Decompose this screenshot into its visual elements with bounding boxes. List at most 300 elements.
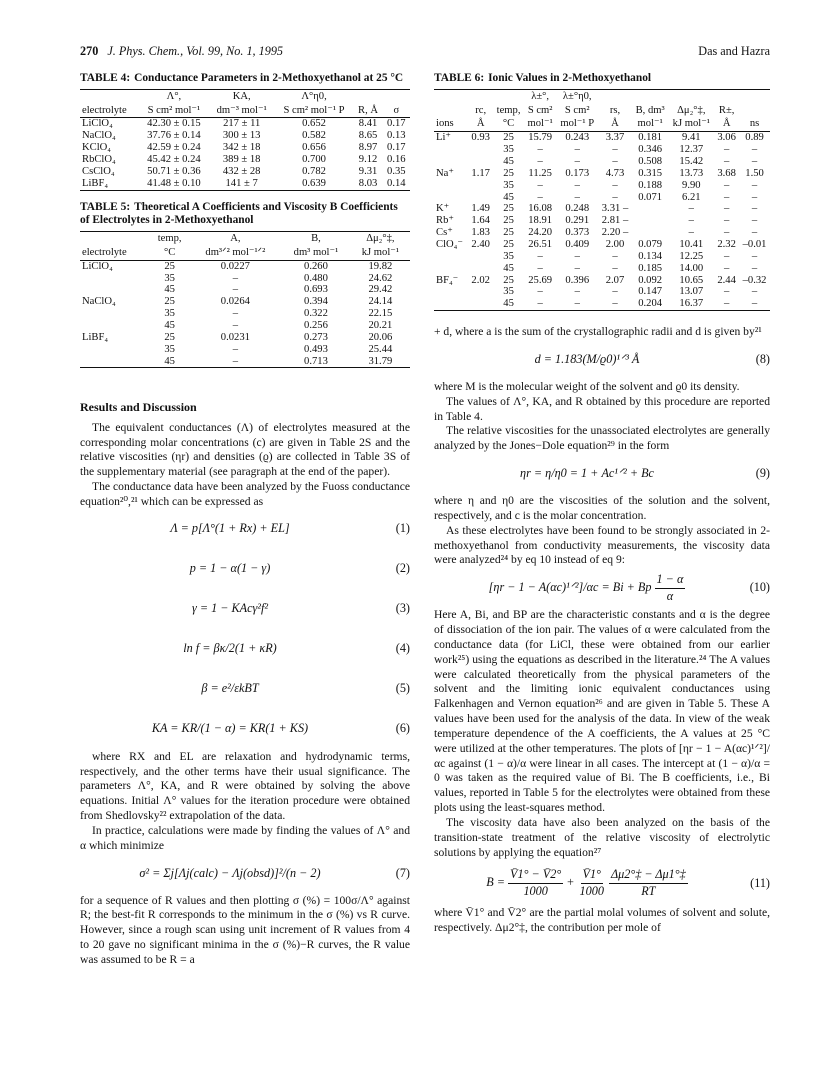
table-cell: – <box>751 144 758 156</box>
table-cell: – <box>723 179 730 191</box>
table-cell: 2.07 <box>605 274 625 286</box>
table-header-cell: R, Å <box>354 104 383 118</box>
table-cell: 45 <box>164 319 175 331</box>
table-row <box>80 356 410 368</box>
paragraph: for a sequence of R values and then plotting σ (%) = 100σ/Λ° against R; the best-fit R corresponds to the minimum in the σ (%) vs R curve. However, since a rough scan using unit increment of R values from 4 to 20 gave no significant minima in the σ (%)−R curves, the R value was assumed to be R = a <box>80 893 410 966</box>
table-cell: – <box>723 144 730 156</box>
table-cell: – <box>688 227 694 239</box>
table-cell: 0.373 <box>565 227 590 239</box>
table-cell: BF₄⁻ <box>436 274 459 286</box>
table-cell <box>468 192 493 204</box>
table-cell: 14.00 <box>679 262 704 274</box>
table-cell: 0.582 <box>302 130 326 142</box>
table-cell: 25 <box>164 260 175 272</box>
page-number: 270 <box>80 44 99 58</box>
table-cell: 0.071 <box>638 191 663 203</box>
table-cell: 0.248 <box>565 203 590 215</box>
paragraph: Here A, Bi, and BP are the characteristic constants and α is the degree of dissociation of the ion pair. The values of α were calculated from the conductance data (for LiCl, these were obtained from our earlier work²⁵) using the equations as described in the literature.²⁴ The A values were calculated theoretically from the physical parameters of the solvent and the limiting ionic equivalent conductances using Falkenhagen and Vernon equation²⁶ and are given in Table 5. These A values have been used for the analysis of the data. In view of the weak temperature dependence of the A coefficients, the A values at 25 °C were utilized at the other temperatures. The plots of [ηr − 1 − A(αc)¹ᐟ²]/αc against (1 − α)/α were linear in all cases. The intercept at (1 − α)/α = 0 was taken as the required value of Bi. The B coefficients, i.e., Bi values, reported in Table 5 for the electrolytes were obtained from these plots using the least-squares method. <box>434 608 770 815</box>
table-cell: – <box>751 286 758 298</box>
table-cell: – <box>751 250 758 262</box>
equation-5: β = e²/εkBT (5) <box>201 680 410 695</box>
table-row <box>434 132 770 144</box>
table-cell: 0.260 <box>304 260 328 272</box>
table-cell: 1.50 <box>745 167 764 179</box>
table-cell: 0.396 <box>565 274 590 286</box>
table-cell: – <box>723 250 730 262</box>
equation-3: γ = 1 − KAcγ²f² (3) <box>191 600 410 615</box>
paragraph: The conductance data have been analyzed by the Fuoss conductance equation²⁰,²¹ which can be expressed as <box>80 480 410 508</box>
table-cell: 0.173 <box>565 167 590 179</box>
table-cell: – <box>723 215 730 227</box>
table-header-cell: electrolyte <box>80 104 139 118</box>
table-cell: 9.12 <box>358 153 378 165</box>
table-cell: –0.32 <box>742 274 767 286</box>
table-cell: 0.092 <box>638 274 663 286</box>
table-cell: 15.79 <box>528 132 553 144</box>
table-cell <box>468 251 493 263</box>
table-header-cell: electrolyte <box>80 246 150 260</box>
table-row <box>80 296 410 308</box>
table-header-cell: R±, <box>718 104 735 116</box>
table-header-cell: S cm² mol⁻¹ P <box>275 104 354 118</box>
running-authors: Das and Hazra <box>698 44 770 58</box>
table-cell: 0.17 <box>387 118 406 130</box>
equation-8: d = 1.183(M/ϱ0)¹ᐟ³ Å (8) <box>534 352 770 367</box>
table-cell: 8.97 <box>358 142 378 154</box>
paragraph: In practice, calculations were made by finding the values of Λ° and α which minimize <box>80 823 410 852</box>
table-cell: 0.204 <box>632 298 669 310</box>
table-cell: 20.06 <box>368 331 393 343</box>
table4-header <box>80 104 410 118</box>
table5-header <box>80 246 410 260</box>
table-cell: 41.48 ± 0.10 <box>139 178 209 190</box>
table-cell <box>468 156 493 168</box>
table-cell: – <box>232 284 239 296</box>
table-row <box>80 284 410 296</box>
table-cell: 2.00 <box>605 239 625 250</box>
paragraph: where M is the molecular weight of the solvent and ϱ0 its density. <box>434 379 740 393</box>
table-cell: 0.346 <box>638 144 663 156</box>
table-cell: 342 ± 18 <box>222 142 261 154</box>
table-cell <box>80 344 150 356</box>
table-cell: 37.76 ± 0.14 <box>147 130 201 142</box>
table-cell: – <box>537 179 543 191</box>
table-cell: 0.181 <box>638 132 663 144</box>
table-cell: LiBF₄ <box>82 331 109 343</box>
table-cell: 300 ± 13 <box>222 130 261 142</box>
table-cell: 24.20 <box>528 227 553 239</box>
table-cell: 45 <box>164 284 175 296</box>
table-cell: 2.44 <box>717 274 736 286</box>
equation-11: B = $\frac{V̄1^\circ - V̄2^\circ}{1000}$ + $\frac{V̄1^\circ}{1000}$ $\frac{\Delta\mu 2^\circ\ddagger - \Delta\mu 1^\circ\ddagger}{RT}$ (11) <box>486 867 770 898</box>
table-cell: 0.147 <box>638 286 663 298</box>
table-cell: 1.17 <box>471 167 490 179</box>
table-cell: 9.90 <box>682 179 701 191</box>
table-cell <box>468 286 493 298</box>
table-cell <box>80 273 150 285</box>
table-cell: 50.71 ± 0.36 <box>147 165 201 177</box>
table-cell: 35 <box>164 308 175 320</box>
table-header-cell: temp, <box>150 231 190 245</box>
table-cell: 45 <box>493 298 524 310</box>
table-header-cell: Δμ₂°‡, <box>351 231 410 245</box>
table-cell: Li⁺ <box>436 132 452 144</box>
paragraph: where RX and EL are relaxation and hydrodynamic terms, respectively, and the other terms have their usual significance. The parameters Λ°, KA, and R were obtained by solving the above equations. Initial Λ° values for the iteration procedure were obtained from Shedlovsky²² extrapolation of the data. <box>80 749 410 823</box>
table-row <box>434 239 770 251</box>
table-header-cell: Å <box>598 117 632 131</box>
table-cell: LiClO₄ <box>82 118 113 130</box>
table-cell <box>434 298 468 310</box>
table-cell: – <box>190 356 282 368</box>
table-cell: 0.243 <box>565 132 590 144</box>
table-cell <box>434 251 468 263</box>
table-cell: 25 <box>503 215 514 227</box>
table-cell: – <box>612 155 618 167</box>
page-header <box>80 44 770 60</box>
table6-body <box>434 132 770 311</box>
table-cell: 45 <box>503 155 514 167</box>
table-cell: 6.21 <box>682 191 701 203</box>
table-cell: 45 <box>503 262 514 274</box>
table-header-cell <box>632 89 669 103</box>
table-header-cell: dm³ᐟ² mol⁻¹ᐟ² <box>190 246 282 260</box>
table-cell: 0.13 <box>387 130 406 142</box>
table-cell: 25 <box>503 167 514 179</box>
table-cell: 25.44 <box>368 343 393 355</box>
table-header-cell: °C <box>493 117 524 131</box>
table-cell: 45 <box>503 191 514 203</box>
table-header-cell: rs, <box>609 104 621 116</box>
table-cell: 0.315 <box>638 167 663 179</box>
table-cell: 0.134 <box>638 250 663 262</box>
table-cell: 25 <box>503 227 514 239</box>
table-row <box>434 156 770 168</box>
table-cell: – <box>751 179 758 191</box>
table-cell: 9.31 <box>358 165 378 177</box>
table-cell: 12.25 <box>679 250 704 262</box>
table-cell: 25 <box>164 296 175 308</box>
journal-citation: J. Phys. Chem., Vol. 99, No. 1, 1995 <box>107 44 284 58</box>
table-cell: 35 <box>164 343 175 355</box>
table-cell: – <box>574 262 580 274</box>
table-header-cell <box>598 89 632 103</box>
table-header-cell <box>739 89 770 103</box>
table-cell: – <box>751 203 758 215</box>
table-cell: 42.30 ± 0.15 <box>147 118 201 130</box>
table-cell: – <box>574 144 580 156</box>
table-cell: 0.656 <box>302 142 326 154</box>
table-cell: 0.079 <box>638 239 663 250</box>
table-cell <box>468 144 493 156</box>
paragraph: The relative viscosities for the unassociated electrolytes are generally analyzed by the Jones−Dole equation²⁹ in the form <box>434 424 770 453</box>
table-cell: – <box>739 298 770 310</box>
equation-9: ηr = η/η0 = 1 + Ac¹ᐟ² + Bc (9) <box>520 466 770 481</box>
table-header-cell <box>434 89 468 103</box>
equation-7: σ² = Σj[Λj(calc) − Λj(obsd)]²/(n − 2) (7) <box>139 865 410 880</box>
table-cell: – <box>751 262 758 274</box>
table-cell: 25 <box>503 239 514 250</box>
table6-header-mid <box>434 104 770 118</box>
table-cell: 3.06 <box>717 132 736 144</box>
table-cell: 0.16 <box>387 153 406 165</box>
table-cell: 1.64 <box>471 215 490 227</box>
table-cell: ClO₄⁻ <box>436 239 463 250</box>
table-header-cell <box>714 89 739 103</box>
table-cell: – <box>232 272 239 284</box>
table-row <box>80 273 410 285</box>
table-cell: 35 <box>503 286 514 298</box>
table-row <box>80 118 410 130</box>
paragraph: where V̄1° and V̄2° are the partial molal volumes of solvent and solute, respectively. Δμ2°‡, the contribution per mole of <box>434 906 770 935</box>
table-header-cell <box>434 104 468 118</box>
table4-body <box>80 118 410 190</box>
table-cell: 8.41 <box>358 118 378 130</box>
table-row <box>80 142 410 154</box>
table-cell: 0.322 <box>304 308 328 320</box>
table-cell: 0.0264 <box>220 296 250 308</box>
table-cell: RbClO₄ <box>82 153 116 165</box>
table-row <box>80 130 410 142</box>
table-cell: – <box>574 179 580 191</box>
table5-header-top <box>80 231 410 245</box>
table-cell: 25 <box>503 274 514 286</box>
table-cell: Cs⁺ <box>436 227 453 239</box>
table-cell: – <box>574 286 580 298</box>
table-cell: 0.14 <box>383 178 410 190</box>
table-cell: 24.14 <box>368 296 393 308</box>
paragraph: The values of Λ°, KA, and R obtained by this procedure are reported in Table 4. <box>434 394 770 423</box>
table-cell: 0.0231 <box>220 331 250 343</box>
table-row <box>80 166 410 178</box>
table-row <box>434 144 770 156</box>
table-cell: 16.37 <box>668 298 714 310</box>
table-cell: 0.480 <box>304 272 328 284</box>
table-cell: 217 ± 11 <box>223 118 261 130</box>
table-header-cell: ions <box>434 117 468 131</box>
table-cell: – <box>751 155 758 167</box>
table-cell: – <box>232 308 239 320</box>
table-cell: 13.73 <box>679 167 704 179</box>
table-header-cell: Δμ₂°‡, <box>677 104 706 116</box>
table-cell: – <box>751 227 758 239</box>
table-header-cell <box>739 104 770 118</box>
table-header-cell: Λ°η0, <box>275 89 354 103</box>
table-cell: 3.68 <box>717 167 736 179</box>
table-cell: 42.59 ± 0.24 <box>147 142 201 154</box>
table-cell: – <box>723 286 730 298</box>
table-header-cell <box>80 231 150 245</box>
table-header-cell: σ <box>383 104 410 118</box>
table-cell: 0.273 <box>304 331 328 343</box>
section-title: Results and Discussion <box>80 400 197 415</box>
table-cell: 1.49 <box>471 203 490 215</box>
table-row <box>434 168 770 180</box>
table-cell: 19.82 <box>368 260 393 272</box>
table-cell: 10.65 <box>679 274 704 286</box>
paragraph: As these electrolytes have been found to be strongly associated in 2-methoxyethanol from conductivity measurements, the viscosity data were analyzed²⁴ by eq 10 instead of eq 9: <box>434 523 770 567</box>
table5-caption: TABLE 5: Theoretical A Coefficients and Viscosity B Coefficients of Electrolytes in 2-Methoxyethanol <box>80 200 398 227</box>
table-cell: 20.21 <box>368 319 393 331</box>
table-row <box>434 275 770 287</box>
table-cell: 13.07 <box>679 286 704 298</box>
table-cell <box>80 284 150 296</box>
table-cell: – <box>537 191 543 203</box>
table-cell: – <box>537 250 543 262</box>
table-cell: 10.41 <box>679 239 704 250</box>
table-cell: 0.693 <box>304 284 328 296</box>
table-header-cell: ns <box>739 117 770 131</box>
table-cell: 0.639 <box>275 178 354 190</box>
table-cell: 0.35 <box>387 165 406 177</box>
table-cell: – <box>556 298 598 310</box>
table-row <box>80 308 410 320</box>
table-cell: 0.0227 <box>220 260 250 272</box>
table-header-cell <box>668 89 714 103</box>
table-cell: – <box>751 191 758 203</box>
table-row <box>434 215 770 227</box>
table-cell: 3.37 <box>605 132 625 144</box>
table4-header-top <box>80 89 410 103</box>
table-cell: 25 <box>503 203 514 215</box>
table-cell: 4.73 <box>605 167 625 179</box>
table-cell <box>468 180 493 192</box>
table-cell <box>434 286 468 298</box>
table-cell: K⁺ <box>436 203 450 215</box>
table-cell: 15.42 <box>679 155 704 167</box>
table-cell: – <box>688 203 694 215</box>
table-header-cell: KA, <box>209 89 275 103</box>
table-row <box>80 178 410 190</box>
table-cell: – <box>612 144 618 156</box>
table-cell: Na⁺ <box>436 167 454 179</box>
table-cell: 0.713 <box>281 356 351 368</box>
table-cell: 0.394 <box>304 296 328 308</box>
table-cell: 8.03 <box>354 178 383 190</box>
table-cell: 3.31 – <box>601 203 629 215</box>
table-cell: CsClO₄ <box>82 165 115 177</box>
table-cell: 29.42 <box>368 284 393 296</box>
table-row <box>434 180 770 192</box>
table-cell: 2.02 <box>471 274 490 286</box>
table-cell: – <box>537 286 543 298</box>
table-header-cell <box>383 89 410 103</box>
table-cell: – <box>612 191 618 203</box>
table-cell <box>434 156 468 168</box>
table-row <box>434 203 770 215</box>
table-cell: – <box>537 155 543 167</box>
table-cell: 432 ± 28 <box>222 165 261 177</box>
equation-10: [ηr − 1 − A(αc)¹ᐟ²]/αc = Bi + Bp $\frac{1 - \alpha}{\alpha}$ (10) <box>488 572 770 603</box>
table-cell: NaClO₄ <box>82 296 116 308</box>
table-cell: 0.89 <box>745 132 764 144</box>
table-cell: 25 <box>503 132 514 144</box>
table-row <box>434 192 770 204</box>
table-cell <box>434 180 468 192</box>
table6-caption: TABLE 6: Ionic Values in 2-Methoxyethanol <box>434 72 652 84</box>
table-cell: 31.79 <box>351 356 410 368</box>
table-header-cell: dm⁻³ mol⁻¹ <box>209 104 275 118</box>
table-header-cell: rc, <box>475 104 487 116</box>
table-cell: 141 ± 7 <box>209 178 275 190</box>
table-header-cell: λ±°η0, <box>556 89 598 103</box>
table-row <box>80 332 410 344</box>
table4-caption: TABLE 4: Conductance Parameters in 2-Methoxyethanol at 25 °C <box>80 72 404 84</box>
table-row <box>80 154 410 166</box>
table-cell: – <box>524 298 556 310</box>
table-row <box>434 251 770 263</box>
table-header-cell: S cm² mol⁻¹ <box>139 104 209 118</box>
table-cell: 8.65 <box>358 130 378 142</box>
table-header-cell: mol⁻¹ <box>632 117 669 131</box>
table-cell: 2.20 – <box>601 227 629 239</box>
table-cell: – <box>723 203 730 215</box>
right-column <box>434 72 770 936</box>
table-row <box>434 227 770 239</box>
table-header-cell: S cm² <box>527 104 553 116</box>
table-cell: 0.782 <box>302 165 326 177</box>
table-header-cell: Å <box>468 117 493 131</box>
table-cell: 35 <box>503 250 514 262</box>
table-cell: – <box>723 155 730 167</box>
table-cell: – <box>723 227 730 239</box>
table-cell: LiBF₄ <box>80 178 139 190</box>
table-cell <box>434 144 468 156</box>
table-cell: – <box>714 298 739 310</box>
table-cell: –0.01 <box>742 239 767 250</box>
table-cell <box>80 320 150 332</box>
table-cell: 2.81 – <box>601 215 629 227</box>
table-row <box>434 298 770 310</box>
table-cell: 389 ± 18 <box>222 153 261 165</box>
table-cell <box>632 215 669 227</box>
table-cell: – <box>574 155 580 167</box>
table-cell: – <box>537 144 543 156</box>
table-cell: 0.652 <box>302 118 326 130</box>
table-cell <box>468 298 493 310</box>
table-cell: 0.188 <box>638 179 663 191</box>
table-header-cell: mol⁻¹ P <box>556 117 598 131</box>
table-header-cell: Λ°, <box>139 89 209 103</box>
table-cell: 0.493 <box>304 343 328 355</box>
table6-header <box>434 117 770 131</box>
table-cell: Rb⁺ <box>436 215 454 227</box>
table-cell: – <box>723 262 730 274</box>
table-header-cell: dm³ mol⁻¹ <box>281 246 351 260</box>
table-cell: – <box>232 343 239 355</box>
table-cell: NaClO₄ <box>82 130 116 142</box>
paragraph: + d, where a is the sum of the crystallographic radii and d is given by²¹ <box>434 325 762 339</box>
table6-header-top <box>434 89 770 103</box>
table-header-cell: kJ mol⁻¹ <box>668 117 714 131</box>
table-cell: – <box>612 262 618 274</box>
paragraph: The viscosity data have also been analyzed on the basis of the transition-state treatment of the relative viscosity of electrolytic solutions by applying the equation²⁷ <box>434 815 770 859</box>
table-cell: 2.40 <box>471 239 490 250</box>
table-header-cell: B, dm³ <box>635 104 665 116</box>
table-cell: 2.32 <box>717 239 736 250</box>
table-header-cell: S cm² <box>564 104 590 116</box>
table-cell <box>468 263 493 275</box>
table-header-cell <box>468 89 493 103</box>
table4 <box>80 89 410 191</box>
table-cell: 12.37 <box>679 144 704 156</box>
table-cell: 0.291 <box>565 215 590 227</box>
table-cell: KClO₄ <box>82 142 112 154</box>
table-cell: – <box>598 298 632 310</box>
table-cell: LiClO₄ <box>82 260 113 272</box>
table-cell <box>434 263 468 275</box>
table-header-cell: B, <box>281 231 351 245</box>
table-cell <box>80 356 150 368</box>
